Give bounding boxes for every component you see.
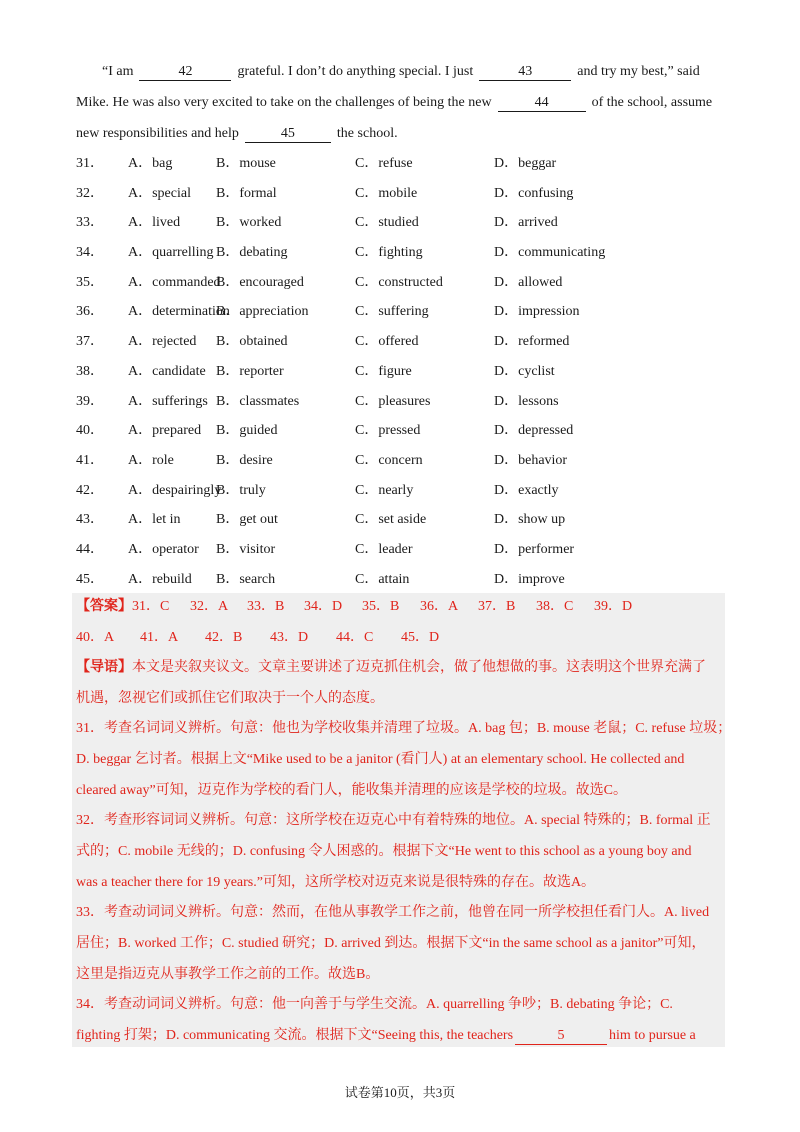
option-b: B．visitor xyxy=(216,541,276,557)
question-row xyxy=(76,179,736,209)
answer-key-line xyxy=(76,597,632,617)
question-number: 44． xyxy=(76,541,104,557)
option-a: A．rebuild xyxy=(128,571,192,587)
question-row xyxy=(76,446,736,476)
explanation-line: 居住；B. worked 工作；C. studied 研究；D. arrived 到达。根据下文“in the same school as a janitor”可知， xyxy=(76,936,706,951)
explanation-line: 33．考查动词词义辨析。句意：然而，在他从事教学工作之前，他曾在同一所学校担任看门人。A. lived xyxy=(76,905,710,920)
question-row xyxy=(76,149,736,179)
question-number: 43． xyxy=(76,512,104,528)
question-row xyxy=(76,238,736,268)
answer-item: 38．C xyxy=(536,599,574,614)
option-a: A．special xyxy=(128,185,191,201)
answer-item: 37．B xyxy=(478,599,516,614)
option-b: B．appreciation xyxy=(216,304,309,320)
explanation-line: was a teacher there for 19 years.”可知，这所学校对迈克来说是很特殊的存在。故选A。 xyxy=(76,875,596,890)
option-b: B．reporter xyxy=(216,363,284,379)
option-d: D．reformed xyxy=(494,334,570,350)
option-a: A．commanded xyxy=(128,274,221,290)
option-c: C．pleasures xyxy=(355,393,431,409)
option-b: B．encouraged xyxy=(216,274,304,290)
option-a: A．determination xyxy=(128,304,230,320)
option-c: C．mobile xyxy=(355,185,418,201)
question-row xyxy=(76,476,736,506)
option-b: B．truly xyxy=(216,482,266,498)
guide-label: 【导语】 xyxy=(76,660,132,675)
passage-segment: the school. xyxy=(336,126,398,141)
question-number: 36． xyxy=(76,304,104,320)
option-b: B．get out xyxy=(216,512,278,528)
question-number: 42． xyxy=(76,482,104,498)
blank-5: 5 xyxy=(515,1028,607,1045)
question-number: 38． xyxy=(76,363,104,379)
answer-item: 32．A xyxy=(190,599,229,614)
explanation-line: cleared away”可知，迈克作为学校的看门人，能收集并清理的应该是学校的垃圾。故选C。 xyxy=(76,783,627,798)
option-c: C．attain xyxy=(355,571,410,587)
answer-item: 41．A xyxy=(140,630,179,645)
explanation-segment: him to pursue a xyxy=(609,1028,696,1043)
page-footer: 试卷第10页，共3页 xyxy=(344,1085,456,1100)
option-b: B．debating xyxy=(216,245,288,261)
option-a: A．sufferings xyxy=(128,393,208,409)
question-row xyxy=(76,505,736,535)
guide-text: 机遇，忽视它们或抓住它们取决于一个人的态度。 xyxy=(76,691,384,706)
explanation-line: D. beggar 乞讨者。根据上文“Mike used to be a janitor (看门人) at an elementary school. He collected and xyxy=(76,752,685,767)
passage-line xyxy=(76,118,726,149)
blank-44: 44 xyxy=(498,95,586,112)
answer-item: 43．D xyxy=(270,630,309,645)
question-number: 37． xyxy=(76,334,104,350)
question-number: 32． xyxy=(76,185,104,201)
passage-segment: Mike. He was also very excited to take on the challenges of being the new xyxy=(76,95,492,110)
option-d: D．exactly xyxy=(494,482,559,498)
question-row xyxy=(76,416,736,446)
answer-item: 33．B xyxy=(247,599,285,614)
answer-item: 40．A xyxy=(76,630,115,645)
question-row xyxy=(76,327,736,357)
option-c: C．pressed xyxy=(355,423,421,439)
option-c: C．concern xyxy=(355,452,423,468)
answer-key-line xyxy=(76,628,439,648)
question-number: 39． xyxy=(76,393,104,409)
option-d: D．performer xyxy=(494,541,575,557)
option-d: D．behavior xyxy=(494,452,568,468)
option-d: D．communicating xyxy=(494,245,606,261)
option-a: A．rejected xyxy=(128,334,197,350)
explanation-line: 31．考查名词词义辨析。句意：他也为学校收集并清理了垃圾。A. bag 包；B. mouse 老鼠；C. refuse 垃圾； xyxy=(76,721,732,736)
passage-text xyxy=(76,56,726,149)
options-list xyxy=(76,149,736,594)
answer-item: 31．C xyxy=(132,599,170,614)
option-b: B．search xyxy=(216,571,276,587)
explanation-line: 式的；C. mobile 无线的；D. confusing 令人困惑的。根据下文“He went to this school as a young boy and xyxy=(76,844,692,859)
option-d: D．impression xyxy=(494,304,580,320)
question-row xyxy=(76,565,736,595)
option-c: C．leader xyxy=(355,541,413,557)
question-row xyxy=(76,208,736,238)
explanation-segment: fighting 打架；D. communicating 交流。根据下文“Seeing this, the teachers xyxy=(76,1028,514,1043)
option-b: B．worked xyxy=(216,215,282,231)
option-b: B．guided xyxy=(216,423,278,439)
blank-43: 43 xyxy=(479,64,571,81)
question-row xyxy=(76,357,736,387)
question-number: 31． xyxy=(76,156,104,171)
option-c: C．figure xyxy=(355,363,412,379)
answer-item: 34．D xyxy=(304,599,343,614)
option-d: D．depressed xyxy=(494,423,574,439)
blank-42: 42 xyxy=(139,64,231,81)
answer-label: 【答案】 xyxy=(76,599,132,614)
guide-line xyxy=(76,689,384,709)
option-a: A．let in xyxy=(128,512,181,528)
option-b: B．desire xyxy=(216,452,273,468)
option-a: A．lived xyxy=(128,215,181,231)
option-c: C．refuse xyxy=(355,156,413,171)
option-c: C．set aside xyxy=(355,512,427,528)
option-a: A．quarrelling xyxy=(128,245,214,261)
option-a: A．despairingly xyxy=(128,482,222,498)
passage-line xyxy=(76,56,726,87)
option-d: D．improve xyxy=(494,571,565,587)
answer-explanation-box xyxy=(72,593,732,1047)
passage-segment: grateful. I don’t do anything special. I just xyxy=(237,64,474,79)
option-d: D．arrived xyxy=(494,215,558,231)
question-row xyxy=(76,535,736,565)
option-a: A．bag xyxy=(128,156,173,171)
question-row xyxy=(76,297,736,327)
option-b: B．classmates xyxy=(216,393,300,409)
answer-item: 42．B xyxy=(205,630,243,645)
answer-item: 45．D xyxy=(401,630,440,645)
passage-line xyxy=(76,87,726,118)
explanation-line xyxy=(76,1026,696,1046)
question-number: 40． xyxy=(76,423,104,439)
explanation-line: 32．考查形容词词义辨析。句意：这所学校在迈克心中有着特殊的地位。A. special 特殊的；B. formal 正 xyxy=(76,813,711,828)
option-d: D．cyclist xyxy=(494,363,555,379)
answer-item: 39．D xyxy=(594,599,633,614)
option-c: C．fighting xyxy=(355,245,423,261)
option-c: C．suffering xyxy=(355,304,429,320)
passage-segment: “I am xyxy=(102,64,134,79)
question-row xyxy=(76,387,736,417)
option-c: C．constructed xyxy=(355,274,443,290)
option-d: D．lessons xyxy=(494,393,559,409)
question-number: 41． xyxy=(76,452,104,468)
answer-item: 36．A xyxy=(420,599,459,614)
question-number: 33． xyxy=(76,215,104,231)
option-b: B．formal xyxy=(216,185,277,201)
guide-line xyxy=(76,658,706,678)
guide-text: 本文是夹叙夹议文。文章主要讲述了迈克抓住机会，做了他想做的事。这表明这个世界充满了 xyxy=(132,660,706,675)
option-a: A．prepared xyxy=(128,423,202,439)
question-row xyxy=(76,268,736,298)
option-c: C．offered xyxy=(355,334,419,350)
option-d: D．show up xyxy=(494,512,566,528)
answer-item: 35．B xyxy=(362,599,400,614)
option-d: D．beggar xyxy=(494,156,557,171)
question-number: 34． xyxy=(76,245,104,261)
option-a: A．operator xyxy=(128,541,199,557)
option-a: A．candidate xyxy=(128,363,206,379)
question-number: 45． xyxy=(76,571,104,587)
passage-segment: and try my best,” said xyxy=(577,64,700,79)
blank-45: 45 xyxy=(245,126,331,143)
option-c: C．studied xyxy=(355,215,419,231)
option-d: D．confusing xyxy=(494,185,574,201)
explanation-line: 这里是指迈克从事教学工作之前的工作。故选B。 xyxy=(76,967,380,982)
passage-segment: new responsibilities and help xyxy=(76,126,239,141)
question-number: 35． xyxy=(76,274,104,290)
explanation-line: 34．考查动词词义辨析。句意：他一向善于与学生交流。A. quarrelling 争吵；B. debating 争论；C. xyxy=(76,997,673,1012)
option-b: B．mouse xyxy=(216,156,276,171)
option-c: C．nearly xyxy=(355,482,414,498)
option-a: A．role xyxy=(128,452,174,468)
option-d: D．allowed xyxy=(494,274,563,290)
answer-item: 44．C xyxy=(336,630,374,645)
option-b: B．obtained xyxy=(216,334,288,350)
passage-segment: of the school, assume xyxy=(591,95,713,110)
